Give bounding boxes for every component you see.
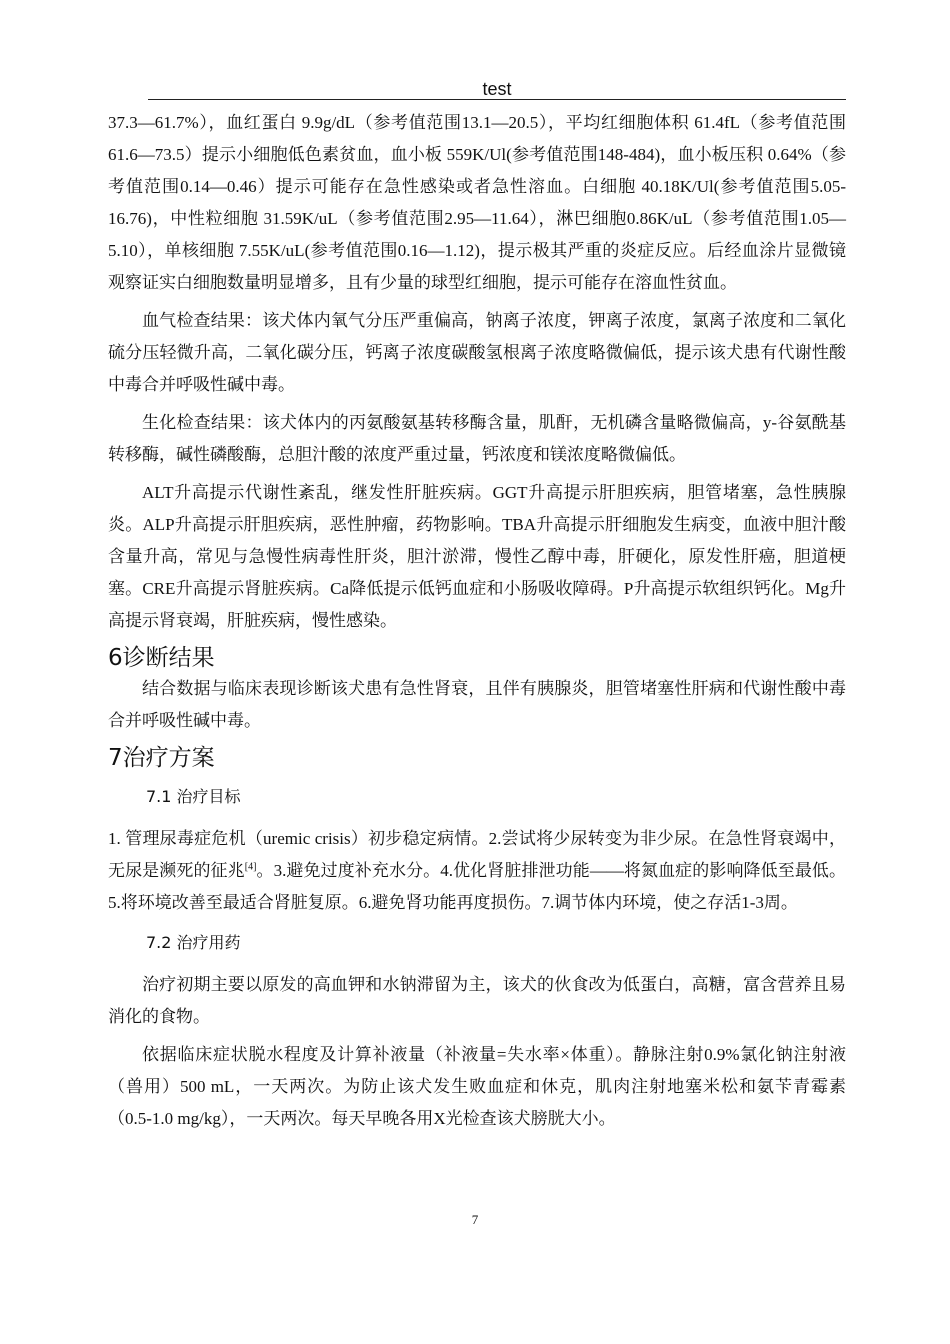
treatment-goals-text-a: 1. 管理尿毒症危机（uremic crisis）初步稳定病情。2.尝试将少尿转变为非少尿。在急性肾衰竭中，无尿是濒死的征兆 xyxy=(108,829,846,880)
treatment-drugs-paragraph-2: 依据临床症状脱水程度及计算补液量（补液量=失水率×体重）。静脉注射0.9%氯化钠注射液（兽用）500 mL，一天两次。为防止该犬发生败血症和休克，肌肉注射地塞米松和氨苄青霉素（0.5-1.0 mg/kg），一天两次。每天早晚各用X光检查该犬膀胱大小。 xyxy=(108,1045,846,1128)
subheading-treatment-goals: 7.1 治疗目标 xyxy=(146,787,241,806)
section-heading-diagnosis: 6诊断结果 xyxy=(108,645,215,671)
treatment-drugs-paragraph-1: 治疗初期主要以原发的高血钾和水钠滞留为主，该犬的伙食改为低蛋白，高糖，富含营养且易消化的食物。 xyxy=(108,975,846,1026)
citation-reference: [4] xyxy=(244,861,257,873)
interpretation-paragraph: ALT升高提示代谢性紊乱，继发性肝脏疾病。GGT升高提示肝胆疾病，胆管堵塞，急性胰腺炎。ALP升高提示肝胆疾病，恶性肿瘤，药物影响。TBA升高提示肝细胞发生病变，血液中胆汁酸含量升高，常见与急慢性病毒性肝炎，胆汁淤滞，慢性乙醇中毒，肝硬化，原发性肝癌，胆道梗塞。CRE升高提示肾脏疾病。Ca降低提示低钙血症和小肠吸收障碍。P升高提示软组织钙化。Mg升高提示肾衰竭，肝脏疾病，慢性感染。 xyxy=(108,483,846,630)
running-header: test xyxy=(482,79,512,99)
page-number: 7 xyxy=(471,1212,479,1227)
treatment-goals-text-b: 。3.避免过度补充水分。4.优化肾脏排泄功能——将氮血症的影响降低至最低。5.将环境改善至最适合肾脏复原。6.避免肾功能再度损伤。7.调节体内环境，使之存活1-3周。 xyxy=(108,861,847,912)
section-heading-treatment: 7治疗方案 xyxy=(108,745,215,771)
blood-routine-paragraph: 37.3—61.7%），血红蛋白 9.9g/dL（参考值范围13.1—20.5），平均红细胞体积 61.4fL（参考值范围61.6—73.5）提示小细胞低色素贫血，血小板 559K/Ul(参考值范围148-484)，血小板压积 0.64%（参考值范围0.14—0.46）提示可能存在急性感染或者急性溶血。白细胞 40.18K/Ul(参考值范围5.05-16.76)，中性粒细胞 31.59K/uL（参考值范围2.95—11.64），淋巴细胞0.86K/uL（参考值范围1.05—5.10），单核细胞 7.55K/uL(参考值范围0.16—1.12)，提示极其严重的炎症反应。后经血涂片显微镜观察证实白细胞数量明显增多，且有少量的球型红细胞，提示可能存在溶血性贫血。 xyxy=(108,113,846,292)
blood-gas-paragraph: 血气检查结果：该犬体内氧气分压严重偏高，钠离子浓度，钾离子浓度，氯离子浓度和二氧化硫分压轻微升高，二氧化碳分压，钙离子浓度碳酸氢根离子浓度略微偏低，提示该犬患有代谢性酸中毒合并呼吸性碱中毒。 xyxy=(108,311,846,394)
treatment-goals-paragraph xyxy=(108,823,846,919)
diagnosis-paragraph: 结合数据与临床表现诊断该犬患有急性肾衰，且伴有胰腺炎，胆管堵塞性肝病和代谢性酸中毒合并呼吸性碱中毒。 xyxy=(108,679,846,730)
page-body xyxy=(108,107,846,1135)
subheading-treatment-drugs: 7.2 治疗用药 xyxy=(146,933,241,952)
header-rule xyxy=(148,99,846,100)
biochemistry-paragraph: 生化检查结果：该犬体内的丙氨酸氨基转移酶含量，肌酐，无机磷含量略微偏高，y-谷氨酰基转移酶，碱性磷酸酶，总胆汁酸的浓度严重过量，钙浓度和镁浓度略微偏低。 xyxy=(108,413,846,464)
